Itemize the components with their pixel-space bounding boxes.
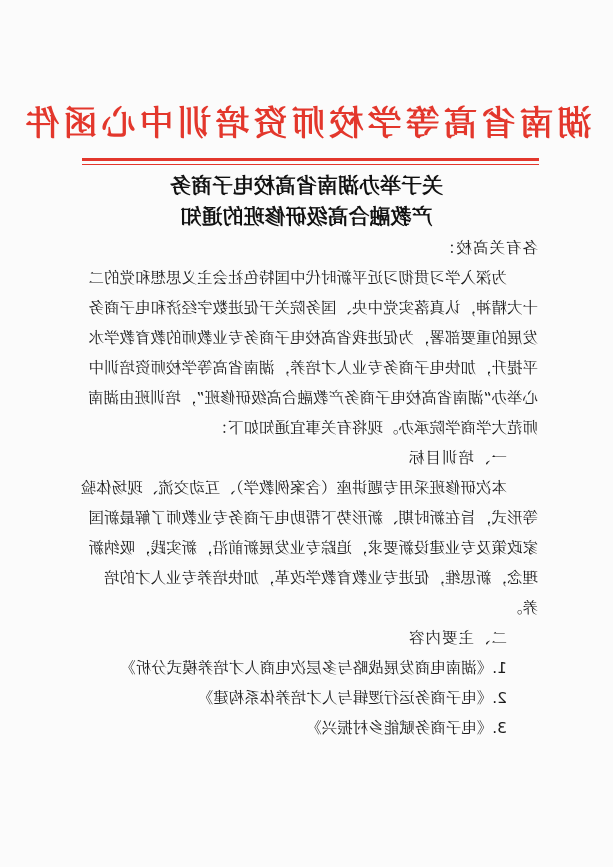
- content-item-2: 2.《电子商务运行逻辑与人才培养体系构建》: [197, 689, 507, 707]
- content-item-1: 1.《湖南电商发展战略与多层次电商人才培养模式分析》: [120, 659, 507, 677]
- letterhead-rule-thick: [82, 158, 539, 161]
- section-1-heading: 一、培训目标: [407, 449, 507, 467]
- notice-title: [0, 170, 613, 232]
- notice-body: [75, 233, 538, 743]
- section-1-paragraph: 本次研修班采用专题讲座（含案例教学）、互动交流、现场体验等形式，旨在新时期、新形势下帮助电子商务专业教师了解最新国家政策及专业建设新要求，追踪专业发展新前沿，新实践，吸纳新理念，新思维，促进专业教育教学改革，加快培养专业人才的培养。: [80, 479, 538, 617]
- intro-paragraph: 为深入学习贯彻习近平新时代中国特色社会主义思想和党的二十大精神，认真落实党中央、国务院关于促进数字经济和电子商务发展的重要部署，为促进我省高校电子商务专业教师的教育教学水平提升，加快电子商务专业人才培养，湖南省高等学校师资培训中心举办“湖南省高校电子商务产教融合高级研修班”，培训班由湖南师范大学商学院承办。现将有关事宜通知如下：: [87, 269, 538, 437]
- letterhead-rule-thin: [82, 164, 539, 165]
- notice-title-line-1: 关于举办湖南省高校电子商务: [170, 173, 443, 198]
- notice-title-line-2: 产教融合高级研修班的通知: [180, 204, 433, 229]
- content-item-3: 3.《电子商务赋能乡村振兴》: [306, 719, 507, 737]
- letterhead-title: 湖南省高等学校师资培训中心函件: [21, 104, 592, 144]
- salutation: 各有关高校：: [438, 239, 538, 257]
- section-2-heading: 二、主要内容: [407, 629, 507, 647]
